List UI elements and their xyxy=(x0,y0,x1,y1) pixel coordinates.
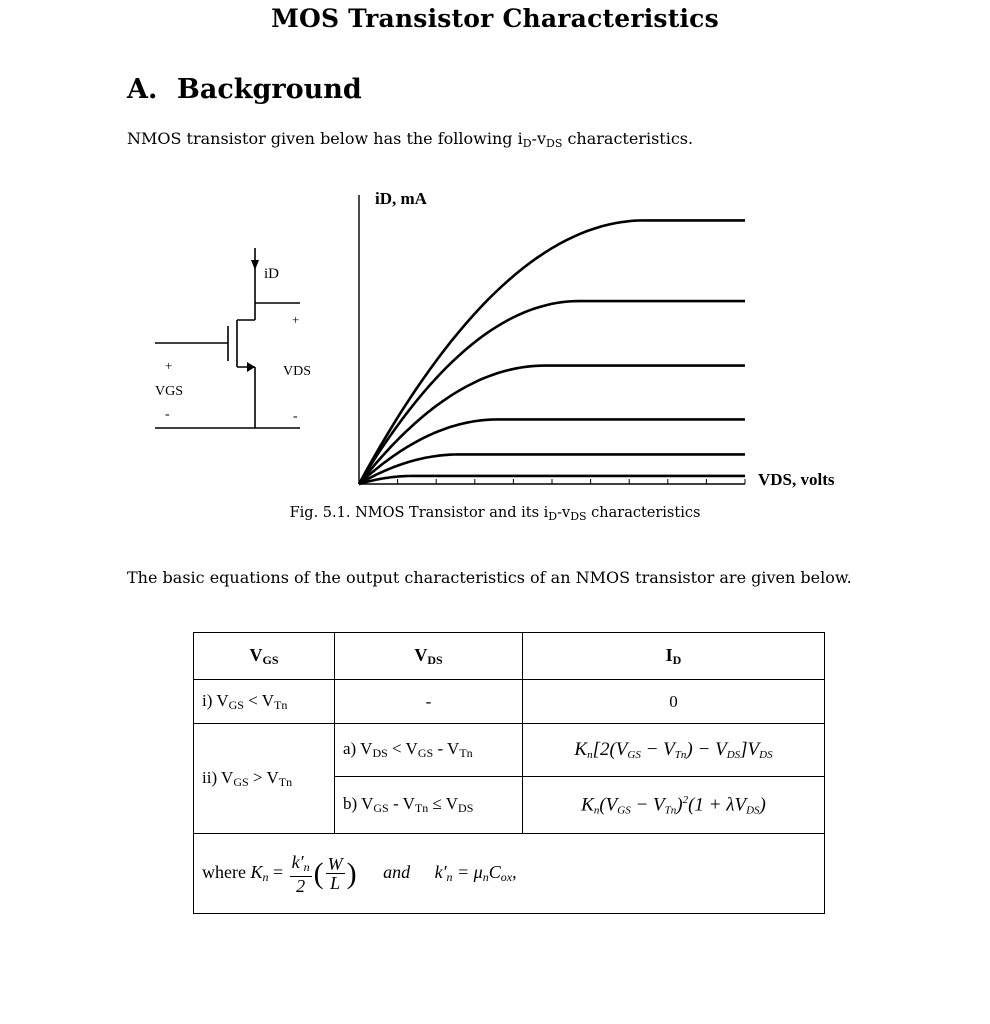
wl-fraction: $\frac{W}{L}$ xyxy=(327,854,343,893)
vds-label: VDS xyxy=(283,364,312,379)
kn-fraction: $\frac{k'_n}{2}$ xyxy=(291,851,310,896)
characteristic-curve-2 xyxy=(359,301,745,484)
vgs-label: VGS xyxy=(155,384,184,399)
plus-vgs: + xyxy=(165,358,173,373)
equations-table xyxy=(193,632,825,914)
section-number: A. xyxy=(127,74,158,105)
header-vds: $V_{DS}$ xyxy=(335,633,523,680)
y-axis-label: iD, mA xyxy=(375,189,427,208)
id-current-label: iD xyxy=(264,266,279,282)
minus-vds: - xyxy=(293,409,298,424)
page-title: MOS Transistor Characteristics xyxy=(271,4,719,33)
row2b-id-equation: $K_n(V_{GS} - V_{Tn})^2(1 + \lambda V_{DS})$ xyxy=(523,777,825,834)
row2a-vds: a) $V_{DS} < V_{GS} - V_{Tn}$ xyxy=(335,724,523,777)
row1-vds: - xyxy=(335,680,523,724)
characteristic-curve-1 xyxy=(359,220,745,484)
id-vds-chart xyxy=(340,180,860,500)
figure-caption: Fig. 5.1. NMOS Transistor and its $i_D-v_{DS}$ characteristics xyxy=(289,505,701,523)
plus-vds: + xyxy=(292,312,300,327)
row2a-id-equation: $K_n[2(V_{GS} - V_{Tn}) - V_{DS}]V_{DS}$ xyxy=(523,724,825,777)
equations-intro: The basic equations of the output characteristics of an NMOS transistor are given below. xyxy=(127,568,852,587)
row2b-vds: b) $V_{GS} - V_{Tn} \le V_{DS}$ xyxy=(335,777,523,834)
section-title: Background xyxy=(177,74,362,105)
characteristic-curve-4 xyxy=(359,419,745,484)
intro-paragraph: NMOS transistor given below has the following $i_D-v_{DS}$ characteristics. xyxy=(127,129,694,150)
header-id: $I_D$ xyxy=(523,633,825,680)
row1-vgs: i) $V_{GS} < V_{Tn}$ xyxy=(194,680,335,724)
nmos-circuit-diagram xyxy=(140,240,320,440)
header-vgs: $V_{GS}$ xyxy=(194,633,335,680)
section-heading xyxy=(127,74,362,105)
characteristic-curve-3 xyxy=(359,366,745,484)
row1-id: 0 xyxy=(523,680,825,724)
minus-vgs: - xyxy=(165,407,170,422)
constants-definition: where $K_n$ = $\frac{k'_n}{2}$ ( $\frac{W}{L}$ ) and $k'_n = \mu_nC_{ox}$, xyxy=(194,834,825,914)
x-axis-label: VDS, volts xyxy=(758,470,835,489)
row2-vgs: ii) $V_{GS} > V_{Tn}$ xyxy=(194,724,335,834)
